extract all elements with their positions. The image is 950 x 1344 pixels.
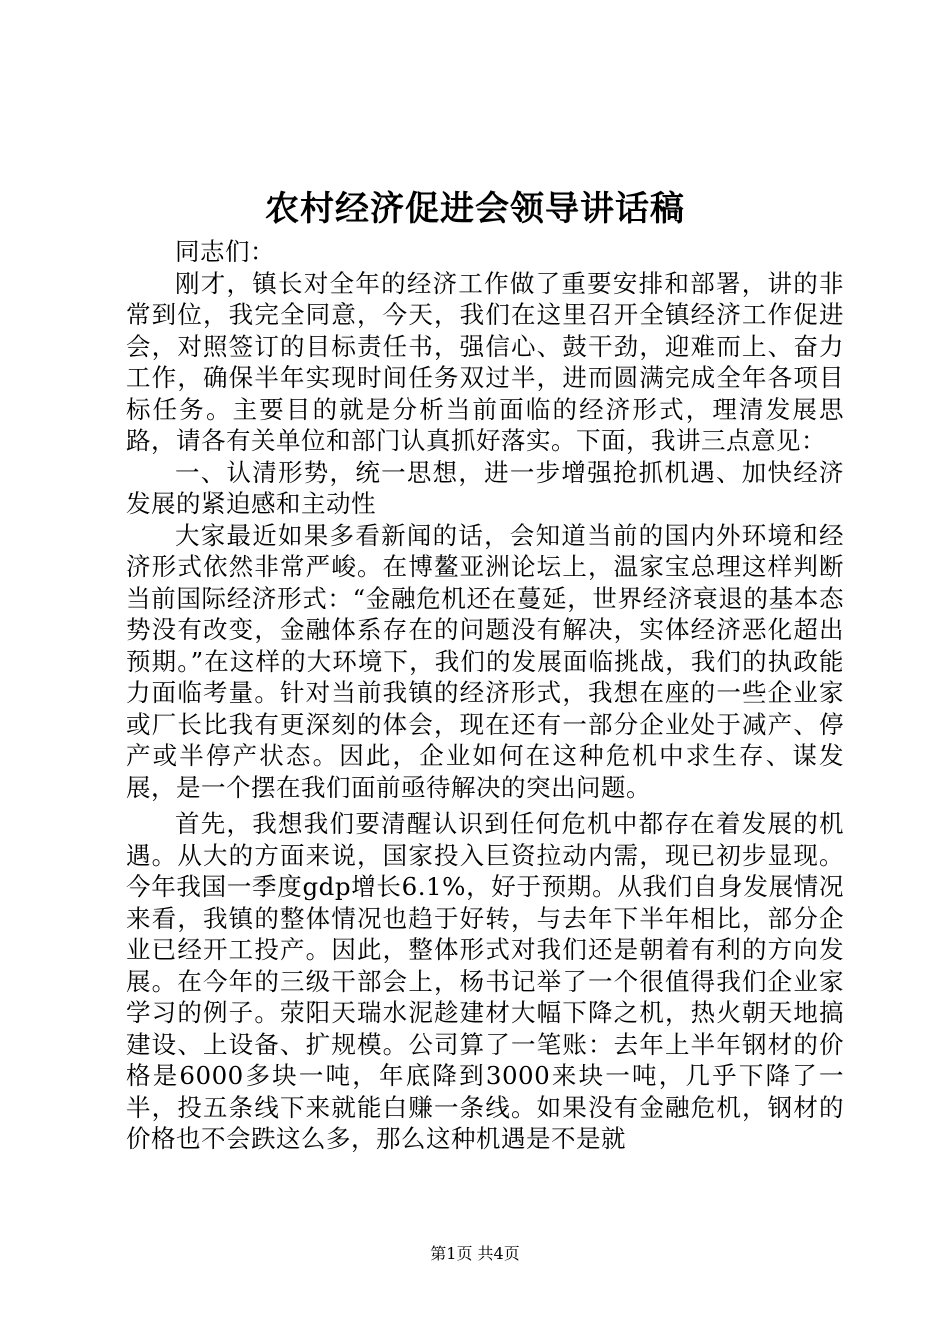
paragraph-situation: 大家最近如果多看新闻的话，会知道当前的国内外环境和经济形式依然非常严峻。在博鳌亚洲论坛上，温家宝总理这样判断当前国际经济形式：“金融危机还在蔓延，世界经济衰退的基本态势没有改变，金融体系存在的问题没有解决，实体经济恶化超出预期。”在这样的大环境下，我们的发展面临挑战，我们的执政能力面临考量。针对当前我镇的经济形式，我想在座的一些企业家或厂长比我有更深刻的体会，现在还有一部分企业处于减产、停产或半停产状态。因此，企业如何在这种危机中求生存、谋发展，是一个摆在我们面前亟待解决的突出问题。 xyxy=(126,520,844,802)
salutation: 同志们： xyxy=(175,237,275,266)
section-heading-1: 一、认清形势，统一思想，进一步增强抢抓机遇、加快经济发展的紧迫感和主动性 xyxy=(126,457,844,518)
paragraph-intro: 刚才，镇长对全年的经济工作做了重要安排和部署，讲的非常到位，我完全同意，今天，我们在这里召开全镇经济工作促进会，对照签订的目标责任书，强信心、鼓干劲，迎难而上、奋力工作，确保半年实现时间任务双过半，进而圆满完成全年各项目标任务。主要目的就是分析当前面临的经济形式，理清发展思路，请各有关单位和部门认真抓好落实。下面，我讲三点意见： xyxy=(126,268,844,455)
document-title: 农村经济促进会领导讲话稿 xyxy=(265,189,685,229)
document-body xyxy=(126,236,844,1155)
paragraph-opportunity: 首先，我想我们要清醒认识到任何危机中都存在着发展的机遇。从大的方面来说，国家投入巨资拉动内需，现已初步显现。今年我国一季度gdp增长6.1%，好于预期。从我们自身发展情况来看，我镇的整体情况也趋于好转，与去年下半年相比，部分企业已经开工投产。因此，整体形式对我们还是朝着有利的方向发展。在今年的三级干部会上，杨书记举了一个很值得我们企业家学习的例子。荥阳天瑞水泥趁建材大幅下降之机，热火朝天地搞建设、上设备、扩规模。公司算了一笔账：去年上半年钢材的价格是6000多块一吨，年底降到3000来块一吨，几乎下降了一半，投五条线下来就能白赚一条线。如果没有金融危机，钢材的价格也不会跌这么多，那么这种机遇是不是就 xyxy=(126,809,844,1153)
page-footer: 第1页 共4页 xyxy=(430,1244,520,1263)
